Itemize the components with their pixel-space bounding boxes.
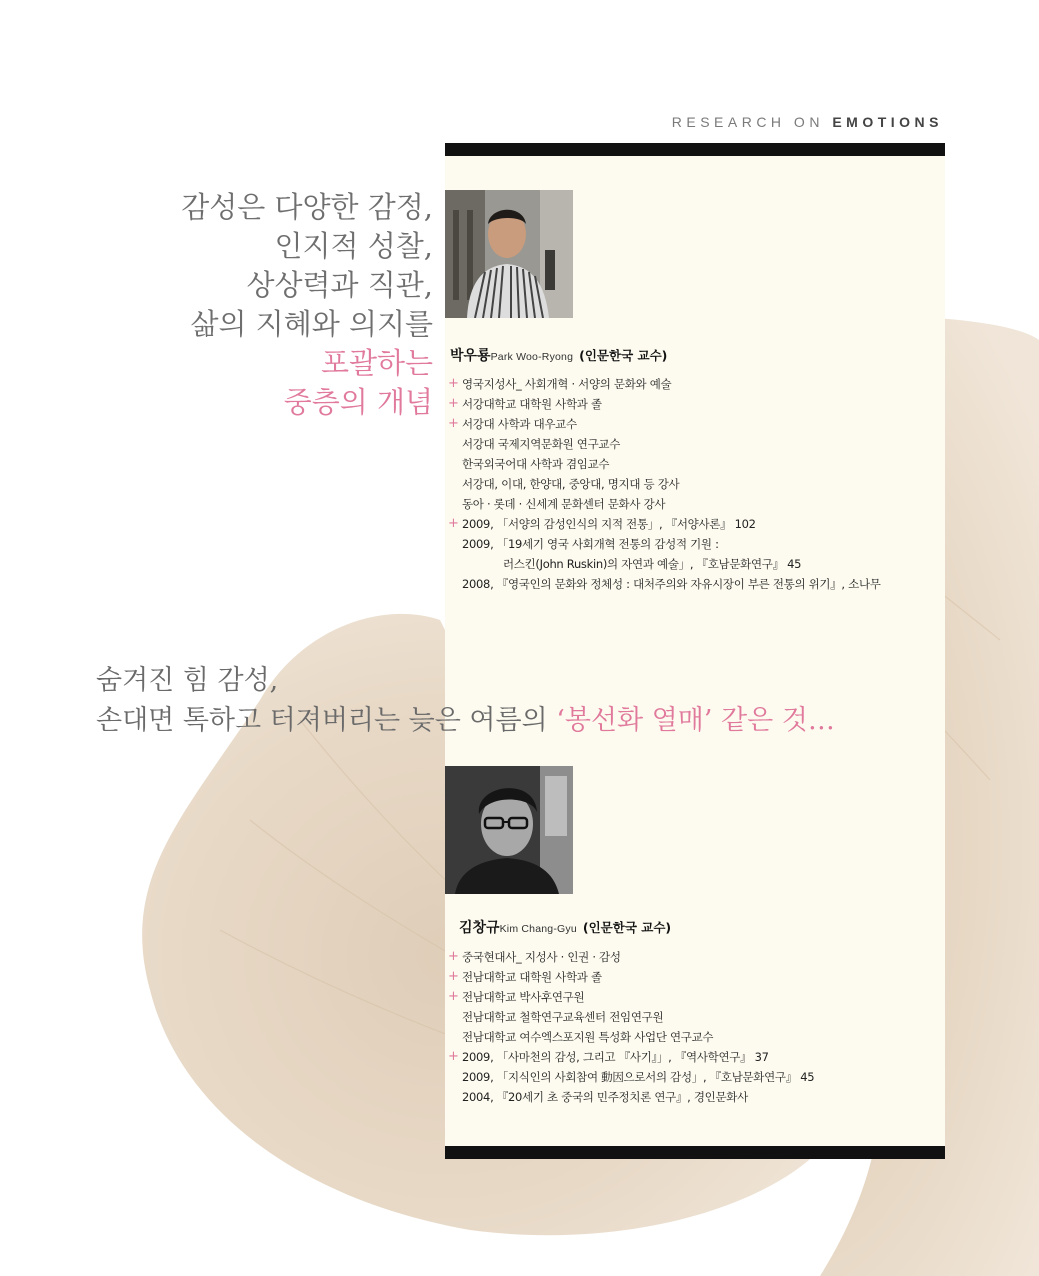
section-header (672, 114, 943, 130)
bio-item: + 영국지성사_ 사회개혁 · 서양의 문화와 예술 (448, 374, 881, 394)
bio-item: + 2009, 「서양의 감성인식의 지적 전통」, 『서양사론』 102 (448, 514, 881, 534)
bio-list-kim (448, 947, 814, 1107)
quote1-pink-line: 중층의 개념 (283, 385, 433, 419)
person-name-kim (459, 917, 671, 937)
bio-item: 러스킨(John Ruskin)의 자연과 예술」, 『호남문화연구』 45 (503, 557, 802, 571)
quote1-line: 삶의 지혜와 의지를 (190, 307, 433, 341)
name-role: (인문한국 교수) (579, 348, 668, 363)
quote1-line: 상상력과 직관, (246, 268, 433, 302)
bio-item: + 전남대학교 박사후연구원 (448, 987, 814, 1007)
name-english: Park Woo-Ryong (490, 351, 574, 363)
bio-list-park (448, 374, 881, 594)
quote2-line1: 숨겨진 힘 감성, (96, 665, 279, 696)
bio-item: + 전남대학교 대학원 사학과 졸 (448, 967, 814, 987)
name-english: Kim Chang-Gyu (499, 923, 577, 935)
panel-bottom-bar (445, 1146, 945, 1159)
quote1-pink-line: 포괄하는 (320, 346, 433, 380)
bio-item: 2004, 『20세기 초 중국의 민주정치론 연구』, 경인문화사 (462, 1090, 748, 1104)
name-korean: 김창규 (459, 920, 500, 936)
bio-item: 동아 · 롯데 · 신세계 문화센터 문화사 강사 (462, 497, 666, 511)
quote1-line: 감성은 다양한 감정, (181, 190, 433, 224)
bio-item: 한국외국어대 사학과 겸임교수 (462, 457, 610, 471)
bio-item: 2008, 『영국인의 문화와 정체성 : 대처주의와 자유시장이 부른 전통의 위기』, 소나무 (462, 577, 881, 591)
header-bold: EMOTIONS (832, 114, 943, 130)
name-role: (인문한국 교수) (582, 920, 672, 935)
bio-item: 전남대학교 철학연구교육센터 전임연구원 (462, 1010, 664, 1024)
bio-item: 서강대 국제지역문화원 연구교수 (462, 437, 621, 451)
portrait-photo-park (445, 190, 573, 318)
pull-quote-1 (181, 188, 433, 422)
portrait-photo-kim (445, 766, 573, 894)
quote2-line2 (96, 701, 835, 741)
quote1-line: 인지적 성찰, (274, 229, 433, 263)
quote2-highlight: ‘봉선화 열매’ (556, 705, 713, 736)
panel-top-bar (445, 143, 945, 156)
bio-item: 전남대학교 여수엑스포지원 특성화 사업단 연구교수 (462, 1030, 714, 1044)
person-name-park (450, 345, 667, 365)
header-prefix: RESEARCH ON (671, 114, 824, 130)
name-korean: 박우룡 (450, 348, 491, 364)
bio-item: 2009, 「19세기 영국 사회개혁 전통의 감성적 기원 : (462, 537, 719, 551)
bio-item: + 중국현대사_ 지성사 · 인권 · 감성 (448, 947, 814, 967)
bio-item: 서강대, 이대, 한양대, 중앙대, 명지대 등 강사 (462, 477, 680, 491)
quote2-text-end: 같은 것… (721, 705, 835, 736)
bio-item: 2009, 「지식인의 사회참여 動因으로서의 감성」, 『호남문화연구』 45 (462, 1070, 815, 1084)
bio-item: + 서강대 사학과 대우교수 (448, 414, 881, 434)
bio-item: + 서강대학교 대학원 사학과 졸 (448, 394, 881, 414)
bio-item: + 2009, 「사마천의 감성, 그리고 『사기』」, 『역사학연구』 37 (448, 1047, 814, 1067)
pull-quote-2 (96, 661, 835, 741)
quote2-text: 손대면 톡하고 터져버리는 늦은 여름의 (96, 705, 548, 736)
